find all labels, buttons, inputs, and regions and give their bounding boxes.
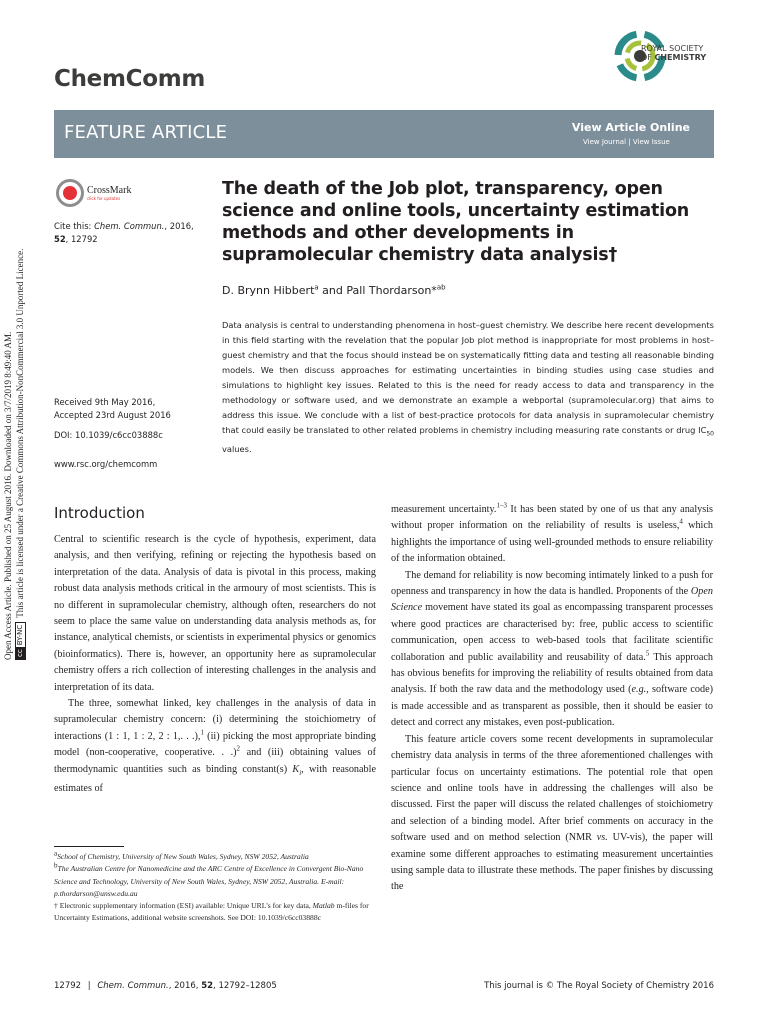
abstract-end: values. <box>222 443 252 454</box>
ref-sup[interactable]: 1–3 <box>496 501 507 510</box>
footer-journal: Chem. Commun. <box>97 981 169 991</box>
footnotes <box>54 851 376 925</box>
abstract-sub: 50 <box>706 430 714 438</box>
license-row <box>14 120 26 660</box>
license-note: This article is licensed under a Creative Commons Attribution-NonCommercial 3.0 Unported Licence. <box>15 248 25 618</box>
cite-year: , 2016, <box>164 221 194 231</box>
vs-term: vs. <box>596 832 608 844</box>
view-article-online-link[interactable]: View Article Online <box>571 121 690 134</box>
author-1[interactable]: D. Brynn Hibbert <box>222 284 315 297</box>
abstract <box>222 318 714 457</box>
text-run: measurement uncertainty. <box>391 504 497 515</box>
cite-label: Cite this: <box>54 221 92 231</box>
footnote-esi <box>54 900 376 925</box>
footnote-text: Electronic supplementary information (ESI) available: Unique URL's for key data, <box>57 901 313 911</box>
footnote-divider <box>54 846 124 847</box>
view-journal-link[interactable]: View Journal <box>583 138 627 146</box>
paragraph <box>391 732 713 896</box>
view-issue-link[interactable]: View Issue <box>632 138 670 146</box>
footnote-text: m-files for Uncertainty Estimations, additional website screenshots. See DOI: 10.1039/c6cc03888c <box>54 901 369 923</box>
text-run: This approach has obvious benefits for improving the reliability of results obtained from data analysis. If both the raw data and the methodology used ( <box>391 651 713 696</box>
symbol-i: i <box>299 768 302 777</box>
citation <box>54 220 204 246</box>
symbol-k: K <box>292 763 300 775</box>
dates <box>54 396 171 422</box>
text-run: , software code) is made accessible and as transparent as possible, then it should be easier to detect and correct any mistakes, even post-publication. <box>391 684 713 729</box>
crossmark-sub: click for updates <box>87 195 121 201</box>
body-column-1 <box>54 532 376 798</box>
license-strip <box>2 120 38 660</box>
rsc-line3: CHEMISTRY <box>654 53 707 62</box>
footnote-text: The Australian Centre for Nanomedicine and the ARC Centre of Excellence in Convergent Bio-Nano Science and Technology, University of New South Wales, Sydney, NSW 2052, Australia. E-mail: p.thordarson@unsw.edu.au <box>54 864 364 898</box>
footer-pages: , 12792–12805 <box>213 981 277 991</box>
text-run: This feature article covers some recent developments in supramolecular chemistry data analysis in terms of the three aforementioned challenges with particular focus on uncertainty estimations. The potential role that open science and online tools have in addressing the challenges will also be discussed. First the paper will discuss the related challenges of stoichiometry and selection of a binding model. After brief comments on accuracy in the software used and on method selection (NMR <box>391 733 713 844</box>
section-banner <box>54 110 714 158</box>
footer-year: , 2016, <box>168 981 202 991</box>
text-run: UV-vis), the paper will examine some different approaches to estimating measurement uncertainties using sample data to illustrate these methods. The paper finishes by discussing the <box>391 832 714 893</box>
text-run: and (iii) obtaining values of thermodynamic quantities such as binding constant(s) <box>54 747 376 775</box>
rsc-line2: OF <box>641 53 652 62</box>
article-title: The death of the Job plot, transparency, open science and online tools, uncertainty estimation methods and other developments in supramolecular chemistry data analysis† <box>222 179 690 265</box>
crossmark-icon <box>56 179 84 207</box>
page-number: 12792 <box>54 981 82 991</box>
matlab-term: Matlab <box>312 901 335 911</box>
footer-separator: | <box>87 981 91 991</box>
journal-url-link[interactable]: www.rsc.org/chemcomm <box>54 459 158 469</box>
body-column-2 <box>391 502 713 896</box>
authors <box>222 284 446 297</box>
cite-journal: Chem. Commun. <box>94 221 165 231</box>
author-1-affil: a <box>314 283 319 292</box>
view-links <box>583 138 670 146</box>
received-date: Received 9th May 2016, <box>54 397 156 407</box>
footnote-b <box>54 863 376 900</box>
journal-title: ChemComm <box>54 66 206 92</box>
ref-sup[interactable]: 4 <box>679 518 683 527</box>
text-run: which highlights the importance of using well-grounded methods to ensure reliability of the information obtained. <box>391 520 713 565</box>
link-separator: | <box>628 138 631 146</box>
rsc-wordmark <box>641 44 706 62</box>
author-2-affil: ab <box>436 283 446 292</box>
footnote-marker: a <box>54 849 58 858</box>
cite-volume: 52 <box>54 234 66 244</box>
text-run: It has been stated by one of us that any analysis without proper information on the reliability of results is useless, <box>391 504 713 532</box>
paragraph: Central to scientific research is the cycle of hypothesis, experiment, data analysis, and then verifying, refining or rejecting the hypothesis based on interpretation of the data. Analysis of data is pivotal in this process, making robust data analysis methods critical in the armoury of most scientists. This is no different in supramolecular chemistry, although often, researchers do not seem to place the same value on understanding data analysis methods as, for instance, analytical chemists, or scientists in experimental physics or genomics (bioinformatics). There is, however, an opportunity here as supramolecular chemistry offers a rich collection of interesting challenges in the analysis and interpretation of its data. <box>54 534 376 693</box>
cite-pages: , 12792 <box>65 234 98 244</box>
doi: DOI: 10.1039/c6cc03888c <box>54 430 163 440</box>
footnote-marker: b <box>54 861 58 870</box>
by-nc-label: BY-NC <box>16 624 24 646</box>
paragraph <box>391 568 713 732</box>
footnote-marker: † <box>54 901 58 911</box>
section-heading-introduction: Introduction <box>54 504 145 522</box>
page-footer <box>54 981 714 991</box>
ref-sup[interactable]: 2 <box>236 744 241 753</box>
text-run: The demand for reliability is now becoming intimately linked to a push for openness and transparency in how the data is handled. Proponents of the <box>391 569 713 598</box>
text-run: (ii) picking the most appropriate binding model (non-cooperative, cooperative. . .) <box>54 730 376 759</box>
author-2[interactable]: Pall Thordarson* <box>346 284 437 297</box>
text-run: The three, somewhat linked, key challenges in the analysis of data in supramolecular chemistry concern: (i) determining the stoichiometry of interactions (1 : 1, 1 : 2, 2 : 1,. . .), <box>54 698 376 742</box>
ref-sup[interactable]: 5 <box>645 649 650 658</box>
ref-sup[interactable]: 1 <box>200 728 204 737</box>
footnote-a <box>54 851 376 863</box>
crossmark-button[interactable] <box>56 175 146 211</box>
paragraph <box>391 502 713 568</box>
cc-by-nc-icon[interactable] <box>15 622 26 660</box>
text-run: movement have stated its goal as encompassing transparent processes where good practices are characterised by: free, public access to scientific communication, open access to web-based tools that facilitate scientific collaboration and public availability and reusability of data. <box>391 602 713 663</box>
rsc-line1: ROYAL SOCIETY <box>641 44 704 53</box>
open-access-note: Open Access Article. Published on 25 August 2016. Downloaded on 3/7/2019 8:49:40 AM. <box>3 331 13 660</box>
crossmark-label: CrossMark <box>87 184 132 196</box>
copyright-note: This journal is © The Royal Society of Chemistry 2016 <box>484 981 714 991</box>
open-science-term: Open Science <box>391 586 713 614</box>
footer-volume: 52 <box>201 981 214 991</box>
author-and: and <box>318 284 347 297</box>
text-run: , with reasonable estimates of <box>54 763 376 795</box>
paragraph <box>54 696 376 797</box>
section-title: FEATURE ARTICLE <box>64 122 228 143</box>
cc-label: cc <box>16 649 24 657</box>
abstract-text: Data analysis is central to understanding phenomena in host–guest chemistry. We describe here recent developments in this field starting with the revelation that the popular Job plot method is inappropriate for most problems in host–guest chemistry and that the focus should instead be on systematically fitting data and testing all reasonable binding models. We then discuss approaches for estimating uncertainties in binding studies using case studies and simulations to highlight key issues. Related to this is the need for ready access to data and transparency in the methodology or software used, and we demonstrate an example a webportal (supramolecular.org) that aims to address this issue. We conclude with a list of best-practice protocols for data analysis in supramolecular chemistry that could easily be translated to other related problems in chemistry including measuring rate constants or drug IC <box>222 320 714 435</box>
accepted-date: Accepted 23rd August 2016 <box>54 410 171 420</box>
footnote-text: School of Chemistry, University of New South Wales, Sydney, NSW 2052, Australia <box>57 852 309 861</box>
eg-term: e.g. <box>631 684 647 696</box>
